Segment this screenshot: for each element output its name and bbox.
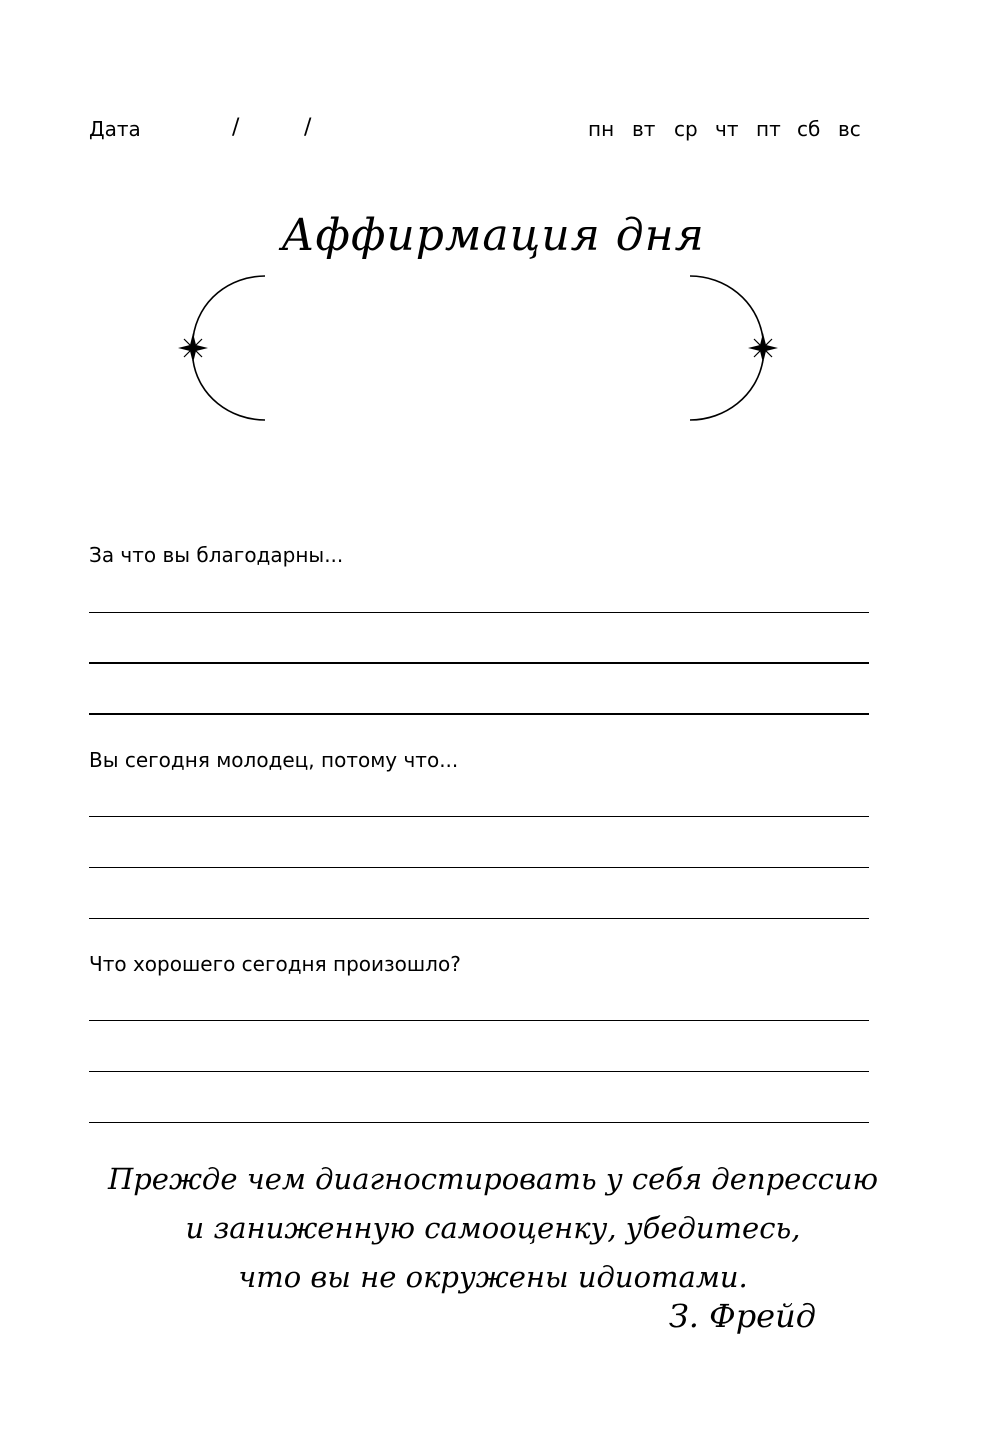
quote-line: и заниженную самооценку, убедитесь,	[185, 1211, 801, 1245]
well-done-writing-line[interactable]	[89, 867, 869, 868]
gratitude-writing-line[interactable]	[89, 612, 869, 613]
good-things-label: Что хорошего сегодня произошло?	[89, 952, 461, 976]
right-arc-bottom	[690, 360, 763, 420]
weekday-thu[interactable]: чт	[715, 117, 739, 141]
gratitude-writing-line[interactable]	[89, 662, 869, 664]
good-things-writing-line[interactable]	[89, 1020, 869, 1021]
good-things-writing-line[interactable]	[89, 1122, 869, 1123]
affirmation-title: Аффирмация дня	[281, 210, 705, 261]
left-arc-bottom	[193, 360, 265, 420]
well-done-writing-line[interactable]	[89, 918, 869, 919]
weekday-sun[interactable]: вс	[838, 117, 861, 141]
weekday-sat[interactable]: сб	[797, 117, 821, 141]
date-separator: /	[304, 115, 312, 140]
left-arc-top	[193, 276, 265, 338]
weekday-fri[interactable]: пт	[756, 117, 781, 141]
quote-text	[0, 1155, 986, 1302]
date-label: Дата	[89, 117, 141, 141]
quote-author: З. Фрейд	[668, 1297, 816, 1335]
well-done-label: Вы сегодня молодец, потому что...	[89, 748, 459, 772]
weekday-mon[interactable]: пн	[588, 117, 615, 141]
date-separator: /	[232, 115, 240, 140]
gratitude-label: За что вы благодарны...	[89, 543, 344, 567]
well-done-writing-line[interactable]	[89, 816, 869, 817]
good-things-writing-line[interactable]	[89, 1071, 869, 1072]
star-icon	[178, 333, 208, 363]
weekday-tue[interactable]: вт	[632, 117, 656, 141]
star-icon	[748, 333, 778, 363]
gratitude-writing-line[interactable]	[89, 713, 869, 715]
quote-line: что вы не окружены идиотами.	[238, 1260, 748, 1294]
weekday-wed[interactable]: ср	[674, 117, 698, 141]
right-arc-top	[690, 276, 763, 338]
quote-line: Прежде чем диагностировать у себя депрессию	[107, 1162, 879, 1196]
